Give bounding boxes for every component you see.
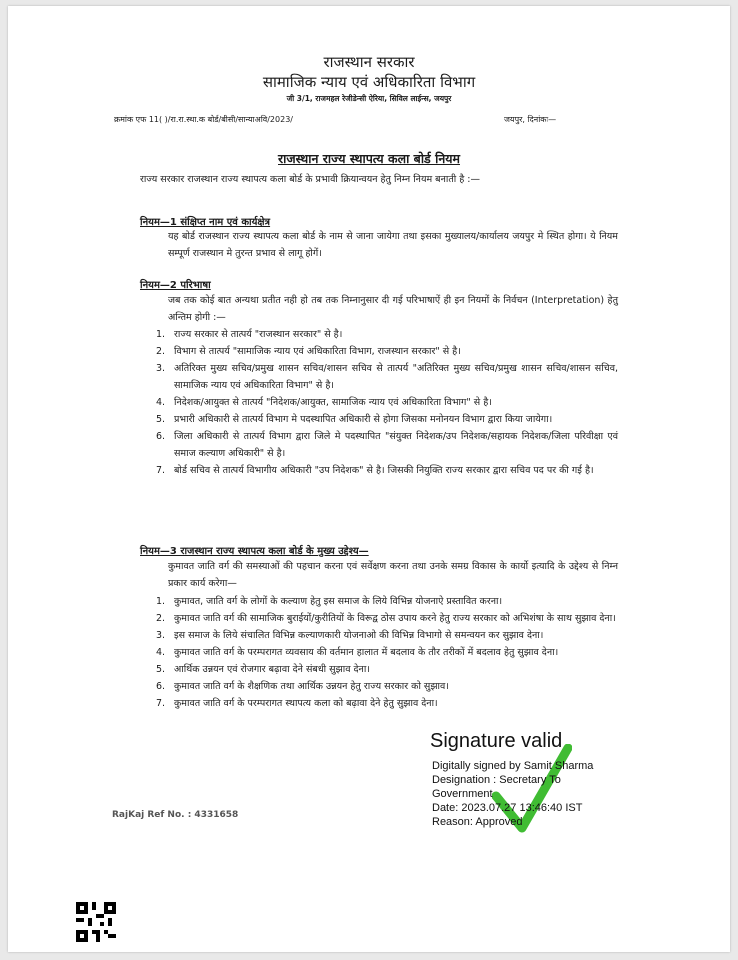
document-page [8, 6, 730, 952]
list-item: 7. कुमावत जाति वर्ग के परम्परागत स्थापत्य कला को बढ़ावा देने हेतु सुझाव देना। [156, 698, 438, 709]
rule3-text: कुमावत जाति वर्ग की समस्याओं की पहचान करना एवं सर्वेक्षण करना तथा उनके समग्र विकास के कार्यो इत्यादि के उद्देश्य से निम्न प्रकार कार्य करेगा— [168, 561, 618, 589]
rule1-text: यह बोर्ड राजस्थान राज्य स्थापत्य कला बोर्ड के नाम से जाना जायेगा तथा इसका मुख्यालय/कार्यालय जयपुर मे स्थित होगा। ये नियम सम्पूर्ण राजस्थान मे तुरन्त प्रभाव से लागू होगें। [168, 231, 618, 259]
list-item: 3. अतिरिक्त मुख्य सचिव/प्रमुख शासन सचिव/शासन सचिव से तात्पर्य "अतिरिक्त मुख्य सचिव/प्रमुख शासन सचिव/शासन सचिव, सामाजिक न्याय एवं अधिकारिता विभाग" से है। [156, 363, 618, 391]
department-address: जी 3/1, राजमहल रेजीडेन्सी ऐरिया, सिविल लाईन्स, जयपुर [286, 94, 452, 103]
rajkaj-reference: RajKaj Ref No. : 4331658 [112, 810, 239, 820]
document-title: राजस्थान राज्य स्थापत्य कला बोर्ड नियम [278, 151, 460, 166]
signature-status: Signature valid [430, 730, 563, 752]
department-name: सामाजिक न्याय एवं अधिकारिता विभाग [262, 73, 476, 91]
list-item: 5. आर्थिक उन्नयन एवं रोजगार बढ़ावा देने संबधी सुझाव देना। [156, 664, 370, 675]
list-item: 6. जिला अधिकारी से तात्पर्य विभाग द्वारा जिले मे पदस्थापित "संयुक्त निदेशक/उप निदेशक/सहायक निदेशक/जिला परिवीक्षा एवं समाज कल्याण अधिकारी" से है। [156, 431, 618, 459]
signed-by: Digitally signed by Samit Sharma [432, 760, 594, 772]
reference-number: क्रमांक एफ 11( )/रा.रा.स्था.क बोर्ड/बीसी/सान्याअवि/2023/ [114, 115, 293, 124]
list-item: 5. प्रभारी अधिकारी से तात्पर्य विभाग मे पदस्थापित अधिकारी से होगा जिसका मनोनयन विभाग द्वारा किया जायेगा। [156, 414, 553, 425]
rule2-heading: नियम—2 परिभाषा [140, 280, 211, 291]
rule3-heading: नियम—3 राजस्थान राज्य स्थापत्य कला बोर्ड के मुख्य उद्देश्य— [140, 546, 369, 557]
rule3-objectives-list [156, 593, 618, 712]
signature-date: Date: 2023.07.27 13:46:40 IST [432, 802, 583, 814]
digital-signature [422, 730, 672, 840]
city-date: जयपुर, दिनांकः— [504, 115, 557, 124]
list-item: 1. कुमावत, जाति वर्ग के लोगों के कल्याण हेतु इस समाज के लिये विभिन्न योजनाऐ प्रस्तावित करना। [156, 596, 503, 607]
list-item: 2. कुमावत जाति वर्ग की सामाजिक बुराईयों/कुरीतियों के विरूद्व ठोस उपाय करने हेतु राज्य सरकार को अभिशंषा के साथ सुझाव देना। [156, 613, 616, 624]
signature-reason: Reason: Approved [432, 816, 523, 828]
intro-text: राज्य सरकार राजस्थान राज्य स्थापत्य कला बोर्ड के प्रभावी क्रियान्वयन हेतु निम्न नियम बनाती है :— [140, 174, 480, 185]
list-item: 1. राज्य सरकार से तात्पर्य "राजस्थान सरकार" से है। [156, 329, 343, 340]
list-item: 2. विभाग से तात्पर्य "सामाजिक न्याय एवं अधिकारिता विभाग, राजस्थान सरकार" से है। [156, 346, 461, 357]
qr-code [76, 902, 116, 942]
rule1-heading: नियम—1 संक्षिप्त नाम एवं कार्यक्षेत्र [140, 217, 271, 228]
rule2-text: जब तक कोई बात अन्यथा प्रतीत नही हो तब तक निम्नानुसार दी गई परिभाषाऐं ही इन नियमों के निर्वचन (Interpretation) हेतु अन्तिम होगी :— [168, 295, 618, 323]
list-item: 4. निदेशक/आयुक्त से तात्पर्य "निदेशक/आयुक्त, सामाजिक न्याय एवं अधिकारिता विभाग" से है। [156, 397, 492, 408]
govt-name: राजस्थान सरकार [323, 53, 415, 71]
list-item: 3. इस समाज के लिये संचालित विभिन्न कल्याणकारी योजनाओ की विभिन्न विभागो से समन्वयन कर सुझाव देना। [156, 630, 544, 641]
signer-designation: Designation : Secretary To [432, 774, 561, 786]
rule2-definitions-list [156, 326, 618, 479]
list-item: 4. कुमावत जाति वर्ग के परम्परागत व्यवसाय की वर्तमान हालात में बदलाव के तौर तरीकों में बदलाव हेतु सुझाव देना। [156, 647, 559, 658]
list-item: 7. बोर्ड सचिव से तात्पर्य विभागीय अधिकारी "उप निदेशक" से है। जिसकी नियुक्ति राज्य सरकार द्वारा सचिव पद पर की गई है। [156, 465, 594, 476]
list-item: 6. कुमावत जाति वर्ग के शैक्षणिक तथा आर्थिक उन्नयन हेतु राज्य सरकार को सुझाव। [156, 681, 449, 692]
signer-designation-cont: Government [432, 788, 493, 800]
